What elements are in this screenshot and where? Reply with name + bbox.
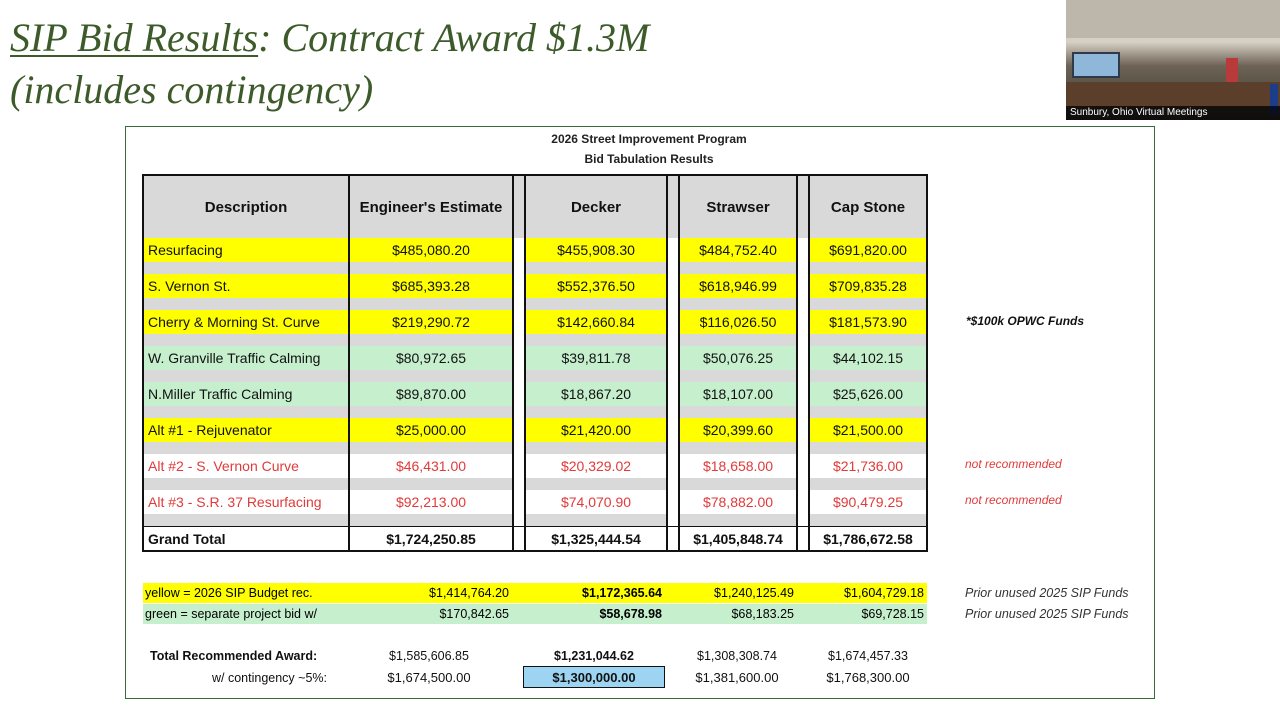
row-description: Cherry & Morning St. Curve xyxy=(144,310,348,334)
spacer-cell xyxy=(144,298,348,310)
row-description: Resurfacing xyxy=(144,238,348,262)
row-spacer xyxy=(144,406,926,418)
spacer-cell xyxy=(524,370,666,382)
row-amount: $18,658.00 xyxy=(678,454,796,478)
table-header-row xyxy=(144,176,926,238)
row-amount: $1,325,444.54 xyxy=(524,526,666,550)
spacer-cell xyxy=(348,298,512,310)
spacer-cell xyxy=(144,406,348,418)
spacer-cell xyxy=(144,478,348,490)
row-amount: $219,290.72 xyxy=(348,310,512,334)
header-engineers-estimate: Engineer's Estimate xyxy=(348,176,512,238)
video-room-screen xyxy=(1072,52,1120,78)
row-amount: $92,213.00 xyxy=(348,490,512,514)
spacer-cell xyxy=(796,478,808,490)
column-separator xyxy=(796,490,808,514)
award-contingency-value: $1,381,600.00 xyxy=(695,670,779,685)
row-spacer xyxy=(144,334,926,346)
column-separator xyxy=(512,418,524,442)
spacer-cell xyxy=(348,478,512,490)
spacer-cell xyxy=(524,262,666,274)
award-total-label: Total Recommended Award: xyxy=(150,649,318,663)
spacer-cell xyxy=(796,442,808,454)
spacer-cell xyxy=(678,262,796,274)
spacer-cell xyxy=(678,370,796,382)
column-separator xyxy=(666,382,678,406)
column-separator xyxy=(666,418,678,442)
spacer-cell xyxy=(512,442,524,454)
row-amount: $618,946.99 xyxy=(678,274,796,298)
spacer-cell xyxy=(144,262,348,274)
row-amount: $25,626.00 xyxy=(808,382,926,406)
spacer-cell xyxy=(678,442,796,454)
spacer-cell xyxy=(666,298,678,310)
spacer-cell xyxy=(524,406,666,418)
row-description: Alt #3 - S.R. 37 Resurfacing xyxy=(144,490,348,514)
row-description: Alt #1 - Rejuvenator xyxy=(144,418,348,442)
legend-yellow-label: yellow = 2026 SIP Budget rec. xyxy=(145,586,313,600)
row-amount: $18,107.00 xyxy=(678,382,796,406)
row-amount: $485,080.20 xyxy=(348,238,512,262)
spacer-cell xyxy=(348,334,512,346)
row-spacer xyxy=(144,298,926,310)
title-rest: : Contract Award $1.3M xyxy=(258,15,650,60)
row-amount: $691,820.00 xyxy=(808,238,926,262)
award-total-value: $1,231,044.62 xyxy=(554,649,634,663)
spacer-cell xyxy=(512,406,524,418)
legend-green-note: Prior unused 2025 SIP Funds xyxy=(965,607,1129,621)
spacer-cell xyxy=(808,370,926,382)
column-separator xyxy=(666,526,678,550)
award-total-value: $1,308,308.74 xyxy=(697,649,777,663)
row-amount: $50,076.25 xyxy=(678,346,796,370)
row-amount: $181,573.90 xyxy=(808,310,926,334)
header-strawser: Strawser xyxy=(678,176,796,238)
award-contingency-value: $1,300,000.00 xyxy=(552,670,636,685)
spacer-cell xyxy=(512,262,524,274)
row-amount: $78,882.00 xyxy=(678,490,796,514)
column-separator xyxy=(666,310,678,334)
header-cap-stone: Cap Stone xyxy=(808,176,926,238)
spacer-cell xyxy=(678,514,796,526)
row-amount: $1,786,672.58 xyxy=(808,526,926,550)
row-amount: $1,724,250.85 xyxy=(348,526,512,550)
column-separator xyxy=(796,346,808,370)
legend-green-label: green = separate project bid w/ xyxy=(145,607,317,621)
spacer-cell xyxy=(678,478,796,490)
column-separator xyxy=(512,238,524,262)
sheet-subtitle: Bid Tabulation Results xyxy=(584,152,714,166)
spacer-cell xyxy=(808,262,926,274)
spacer-cell xyxy=(808,478,926,490)
legend-green-value: $170,842.65 xyxy=(439,607,509,621)
award-contingency-value: $1,768,300.00 xyxy=(826,670,910,685)
spacer-cell xyxy=(796,406,808,418)
spacer-cell xyxy=(678,406,796,418)
award-total-value: $1,585,606.85 xyxy=(389,649,469,663)
row-description: N.Miller Traffic Calming xyxy=(144,382,348,406)
column-separator xyxy=(796,526,808,550)
spacer-cell xyxy=(808,514,926,526)
row-description: W. Granville Traffic Calming xyxy=(144,346,348,370)
legend-yellow-note: Prior unused 2025 SIP Funds xyxy=(965,586,1129,600)
spacer-cell xyxy=(348,262,512,274)
spacer-cell xyxy=(666,478,678,490)
spacer-cell xyxy=(666,262,678,274)
spacer-cell xyxy=(666,370,678,382)
spacer-cell xyxy=(678,298,796,310)
column-separator xyxy=(796,418,808,442)
row-amount: $74,070.90 xyxy=(524,490,666,514)
row-amount: $455,908.30 xyxy=(524,238,666,262)
award-contingency-value: $1,674,500.00 xyxy=(387,670,471,685)
table-row xyxy=(144,454,926,478)
column-separator xyxy=(666,346,678,370)
spacer-cell xyxy=(512,370,524,382)
row-amount: $116,026.50 xyxy=(678,310,796,334)
column-separator xyxy=(666,274,678,298)
spacer-cell xyxy=(512,514,524,526)
row-amount: $25,000.00 xyxy=(348,418,512,442)
row-amount: $18,867.20 xyxy=(524,382,666,406)
column-separator xyxy=(666,454,678,478)
spacer-cell xyxy=(512,334,524,346)
spacer-cell xyxy=(144,370,348,382)
column-separator xyxy=(512,346,524,370)
column-separator xyxy=(512,490,524,514)
spacer-cell xyxy=(348,514,512,526)
row-amount: $44,102.15 xyxy=(808,346,926,370)
row-amount: $142,660.84 xyxy=(524,310,666,334)
spacer-cell xyxy=(796,514,808,526)
spacer-cell xyxy=(666,442,678,454)
table-total-row xyxy=(144,526,926,550)
spacer-cell xyxy=(808,442,926,454)
row-spacer xyxy=(144,262,926,274)
row-amount: $1,405,848.74 xyxy=(678,526,796,550)
spacer-cell xyxy=(524,442,666,454)
slide-title xyxy=(10,12,649,116)
spacer-cell xyxy=(524,334,666,346)
column-separator xyxy=(666,238,678,262)
legend-yellow-value: $1,240,125.49 xyxy=(714,586,794,600)
row-amount: $21,500.00 xyxy=(808,418,926,442)
column-separator xyxy=(512,454,524,478)
spacer-cell xyxy=(348,442,512,454)
video-desk xyxy=(1066,82,1280,108)
legend-yellow-value: $1,414,764.20 xyxy=(429,586,509,600)
spacer-cell xyxy=(808,334,926,346)
spacer-cell xyxy=(808,406,926,418)
legend-green-value: $69,728.15 xyxy=(861,607,924,621)
spacer-cell xyxy=(144,514,348,526)
column-separator xyxy=(796,382,808,406)
spacer-cell xyxy=(808,298,926,310)
column-separator xyxy=(796,238,808,262)
spacer-cell xyxy=(524,298,666,310)
spacer-cell xyxy=(796,370,808,382)
spacer-cell xyxy=(796,298,808,310)
table-row xyxy=(144,238,926,262)
row-amount: $21,736.00 xyxy=(808,454,926,478)
row-amount: $484,752.40 xyxy=(678,238,796,262)
spacer-cell xyxy=(666,334,678,346)
spacer-cell xyxy=(524,514,666,526)
spacer-cell xyxy=(144,334,348,346)
legend-green-value: $68,183.25 xyxy=(731,607,794,621)
legend-yellow-value: $1,172,365.64 xyxy=(582,586,662,600)
header-description: Description xyxy=(144,176,348,238)
spacer-cell xyxy=(144,442,348,454)
award-total-value: $1,674,457.33 xyxy=(828,649,908,663)
row-amount: $20,399.60 xyxy=(678,418,796,442)
video-ceiling xyxy=(1066,0,1280,38)
row-amount: $552,376.50 xyxy=(524,274,666,298)
column-separator xyxy=(666,176,678,238)
video-caption: Sunbury, Ohio Virtual Meetings xyxy=(1066,106,1280,120)
table-row xyxy=(144,418,926,442)
row-amount: $89,870.00 xyxy=(348,382,512,406)
note-alt3: not recommended xyxy=(965,493,1062,507)
spacer-cell xyxy=(524,478,666,490)
row-amount: $21,420.00 xyxy=(524,418,666,442)
spacer-cell xyxy=(512,478,524,490)
column-separator xyxy=(512,310,524,334)
column-separator xyxy=(512,176,524,238)
column-separator xyxy=(512,274,524,298)
award-contingency-label: w/ contingency ~5%: xyxy=(212,671,327,685)
row-spacer xyxy=(144,370,926,382)
column-separator xyxy=(796,176,808,238)
note-opwc: *$100k OPWC Funds xyxy=(966,314,1085,328)
row-spacer xyxy=(144,442,926,454)
spacer-cell xyxy=(348,370,512,382)
row-amount: $46,431.00 xyxy=(348,454,512,478)
column-separator xyxy=(512,382,524,406)
legend-green-row xyxy=(143,604,927,624)
legend-yellow-value: $1,604,729.18 xyxy=(844,586,924,600)
note-alt2: not recommended xyxy=(965,457,1062,471)
row-amount: $90,479.25 xyxy=(808,490,926,514)
row-amount: $80,972.65 xyxy=(348,346,512,370)
row-amount: $39,811.78 xyxy=(524,346,666,370)
row-amount: $685,393.28 xyxy=(348,274,512,298)
slide-subtitle: (includes contingency) xyxy=(10,67,374,112)
title-underlined: SIP Bid Results xyxy=(10,15,259,60)
column-separator xyxy=(666,490,678,514)
table-row xyxy=(144,310,926,334)
row-spacer xyxy=(144,514,926,526)
bid-table xyxy=(142,174,928,552)
column-separator xyxy=(512,526,524,550)
table-row xyxy=(144,274,926,298)
spacer-cell xyxy=(666,406,678,418)
column-separator xyxy=(796,310,808,334)
spacer-cell xyxy=(796,334,808,346)
row-spacer xyxy=(144,478,926,490)
spacer-cell xyxy=(796,262,808,274)
spacer-cell xyxy=(678,334,796,346)
legend-green-value: $58,678.98 xyxy=(599,607,662,621)
table-row xyxy=(144,382,926,406)
table-row xyxy=(144,346,926,370)
column-separator xyxy=(796,454,808,478)
row-description: Grand Total xyxy=(144,526,348,550)
row-description: Alt #2 - S. Vernon Curve xyxy=(144,454,348,478)
meeting-video-thumbnail[interactable] xyxy=(1066,0,1280,120)
spacer-cell xyxy=(348,406,512,418)
spacer-cell xyxy=(512,298,524,310)
row-amount: $709,835.28 xyxy=(808,274,926,298)
sheet-title: 2026 Street Improvement Program xyxy=(551,132,747,146)
row-amount: $20,329.02 xyxy=(524,454,666,478)
table-row xyxy=(144,490,926,514)
column-separator xyxy=(796,274,808,298)
legend-yellow-row xyxy=(143,583,927,603)
row-description: S. Vernon St. xyxy=(144,274,348,298)
spacer-cell xyxy=(666,514,678,526)
header-decker: Decker xyxy=(524,176,666,238)
